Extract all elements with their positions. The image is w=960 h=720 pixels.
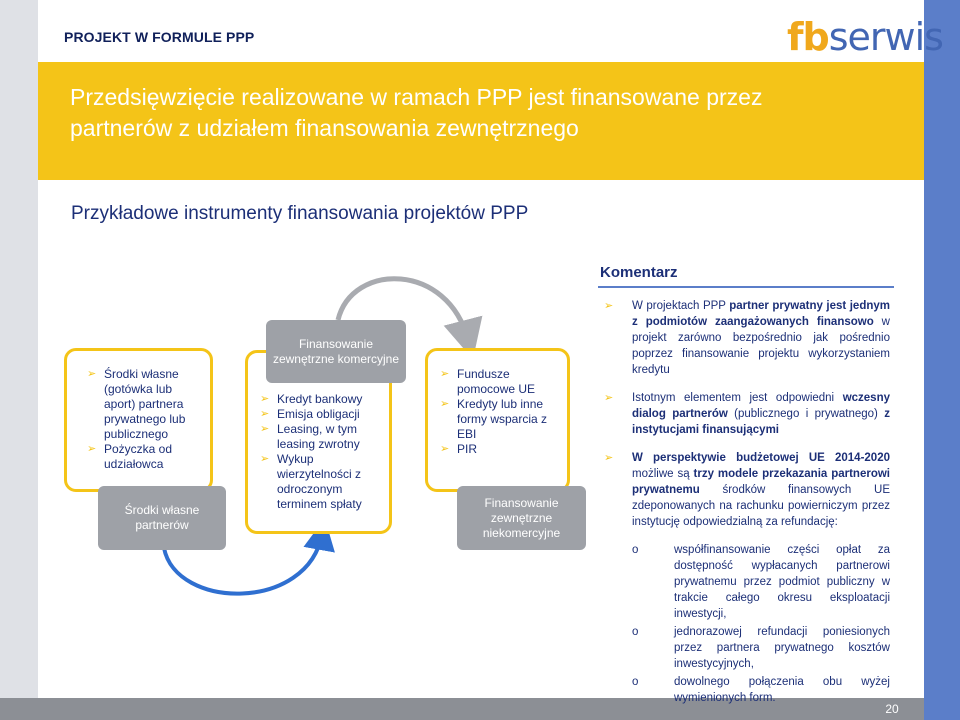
arrow-bullet-icon: ➢ [260,423,270,435]
list-item: ➢ Kredyty lub inne formy wsparcia z EBI [440,397,548,441]
comment-divider [598,286,894,288]
comment-heading: Komentarz [600,264,678,281]
arrow-bullet-icon: ➢ [604,300,614,312]
arrow-bullet-icon: ➢ [604,452,614,464]
comment-point-1: ➢ W projektach PPP partner prywatny jest jednym z podmiotów zaangażowanych finansowo w projekt zarówno bezpośrednio jak pośrednio poprzez finansowanie projektu wykorzystaniem kredytu [604,300,890,376]
comment-point-2: ➢ Istotnym elementem jest odpowiedni wczesny dialog partnerów (publicznego i prywatnego) z instytucjami finansującymi [604,392,890,436]
logo-fb: fb [787,15,829,59]
refund-models-list [632,542,890,706]
list-item: o współfinansowanie części opłat za dostępność wypłacanych partnerowi prywatnemu przez podmiot publiczny w trakcie całego okresu eksploatacji inwestycji, [632,544,890,620]
circle-bullet-icon: o [632,626,639,638]
arrow-bullet-icon: ➢ [604,392,614,404]
right-decor-strip [924,0,960,720]
title-banner [38,62,924,180]
comment-body [604,298,890,708]
own-funds-pill: Środki własne partnerów [98,486,226,550]
list-item: ➢ Kredyt bankowy [260,392,363,406]
page-number: 20 [885,702,899,716]
arrow-bullet-icon: ➢ [260,453,270,465]
list-item: o jednorazowej refundacji poniesionych przez partnera prywatnego kosztów inwestycyjnych, [632,626,890,670]
comment-point-3: ➢ W perspektywie budżetowej UE 2014-2020 możliwe są trzy modele przekazania partnerowi prywatnemu środków finansowych UE zdeponowanych na rachunku powierniczym przez instytucję odpowiedzialną za refundację: [604,452,890,528]
noncommercial-financing-box [425,348,570,492]
list-item: ➢ Środki własne (gotówka lub aport) partnera prywatnego lub publicznego [87,367,186,441]
circle-bullet-icon: o [632,544,639,556]
list-item: o dowolnego połączenia obu wyżej wymienionych form. [632,676,890,704]
fbserwis-logo [787,14,943,60]
circle-bullet-icon: o [632,676,639,688]
arrow-bullet-icon: ➢ [260,408,270,420]
slide-title: Przedsięwzięcie realizowane w ramach PPP jest finansowane przez partnerów z udziałem finansowania zewnętrznego [70,84,763,141]
arrow-bullet-icon: ➢ [440,443,450,455]
list-item: ➢ Emisja obligacji [260,407,360,421]
arrow-bullet-icon: ➢ [87,368,97,380]
logo-serwis: serwis [828,15,943,59]
noncommercial-financing-pill: Finansowanie zewnętrzne niekomercyjne [457,486,586,550]
arrow-bullet-icon: ➢ [87,443,97,455]
slide-subtitle: Przykładowe instrumenty finansowania projektów PPP [71,203,529,224]
left-decor-strip [0,0,38,720]
arrow-bullet-icon: ➢ [440,398,450,410]
list-item: ➢ Wykup wierzytelności z odroczonym terminem spłaty [260,452,362,511]
arrow-bullet-icon: ➢ [260,393,270,405]
commercial-financing-pill: Finansowanie zewnętrzne komercyjne [266,320,406,383]
list-item: ➢ Pożyczka od udziałowca [87,442,173,471]
own-funds-box [64,348,213,492]
section-label: PROJEKT W FORMULE PPP [64,29,255,45]
list-item: ➢ Leasing, w tym leasing zwrotny [260,422,360,451]
list-item: ➢ PIR [440,442,478,456]
list-item: ➢ Fundusze pomocowe UE [440,367,536,396]
arrow-bullet-icon: ➢ [440,368,450,380]
